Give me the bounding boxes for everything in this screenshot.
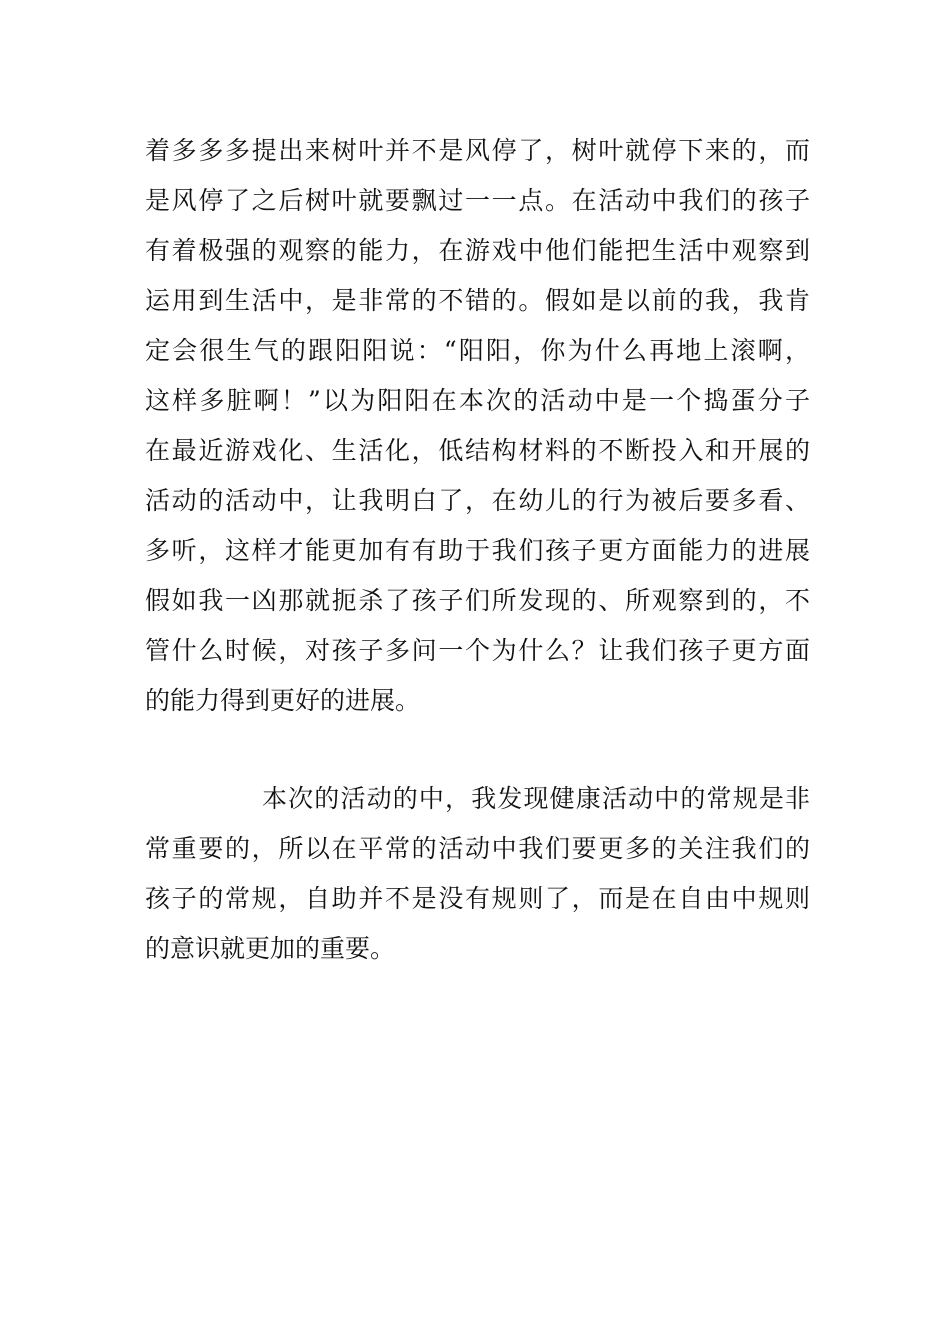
- text-line: 活动的活动中，让我明白了，在幼儿的行为被后要多看、: [145, 486, 812, 515]
- text-line: 是风停了之后树叶就要飘过一一点。在活动中我们的孩子: [145, 186, 812, 215]
- text-line: 着多多多提出来树叶并不是风停了，树叶就停下来的，而: [145, 136, 812, 165]
- text-line: 定会很生气的跟阳阳说：“阳阳，你为什么再地上滚啊，: [145, 336, 813, 365]
- text-line: 多听，这样才能更加有有助于我们孩子更方面能力的进展: [145, 536, 812, 565]
- text-line: 管什么时候，对孩子多问一个为什么？让我们孩子更方面: [145, 636, 812, 665]
- text-line: 孩子的常规，自助并不是没有规则了，而是在自由中规则: [145, 884, 812, 913]
- text-line: 有着极强的观察的能力，在游戏中他们能把生活中观察到: [145, 236, 812, 265]
- text-line: 的意识就更加的重要。: [145, 934, 396, 963]
- text-line: 假如我一凶那就扼杀了孩子们所发现的、所观察到的，不: [145, 586, 812, 615]
- text-line: 本次的活动的中，我发现健康活动中的常规是非: [262, 784, 812, 813]
- text-line: 常重要的，所以在平常的活动中我们要更多的关注我们的: [145, 834, 812, 863]
- text-line: 的能力得到更好的进展。: [145, 686, 421, 715]
- text-line: 运用到生活中，是非常的不错的。假如是以前的我，我肯: [145, 286, 812, 315]
- text-line: 这样多脏啊！”以为阳阳在本次的活动中是一个捣蛋分子: [145, 386, 813, 415]
- paragraph-1: [145, 126, 813, 726]
- paragraph-2: [145, 774, 810, 974]
- text-line: 在最近游戏化、生活化，低结构材料的不断投入和开展的: [145, 436, 812, 465]
